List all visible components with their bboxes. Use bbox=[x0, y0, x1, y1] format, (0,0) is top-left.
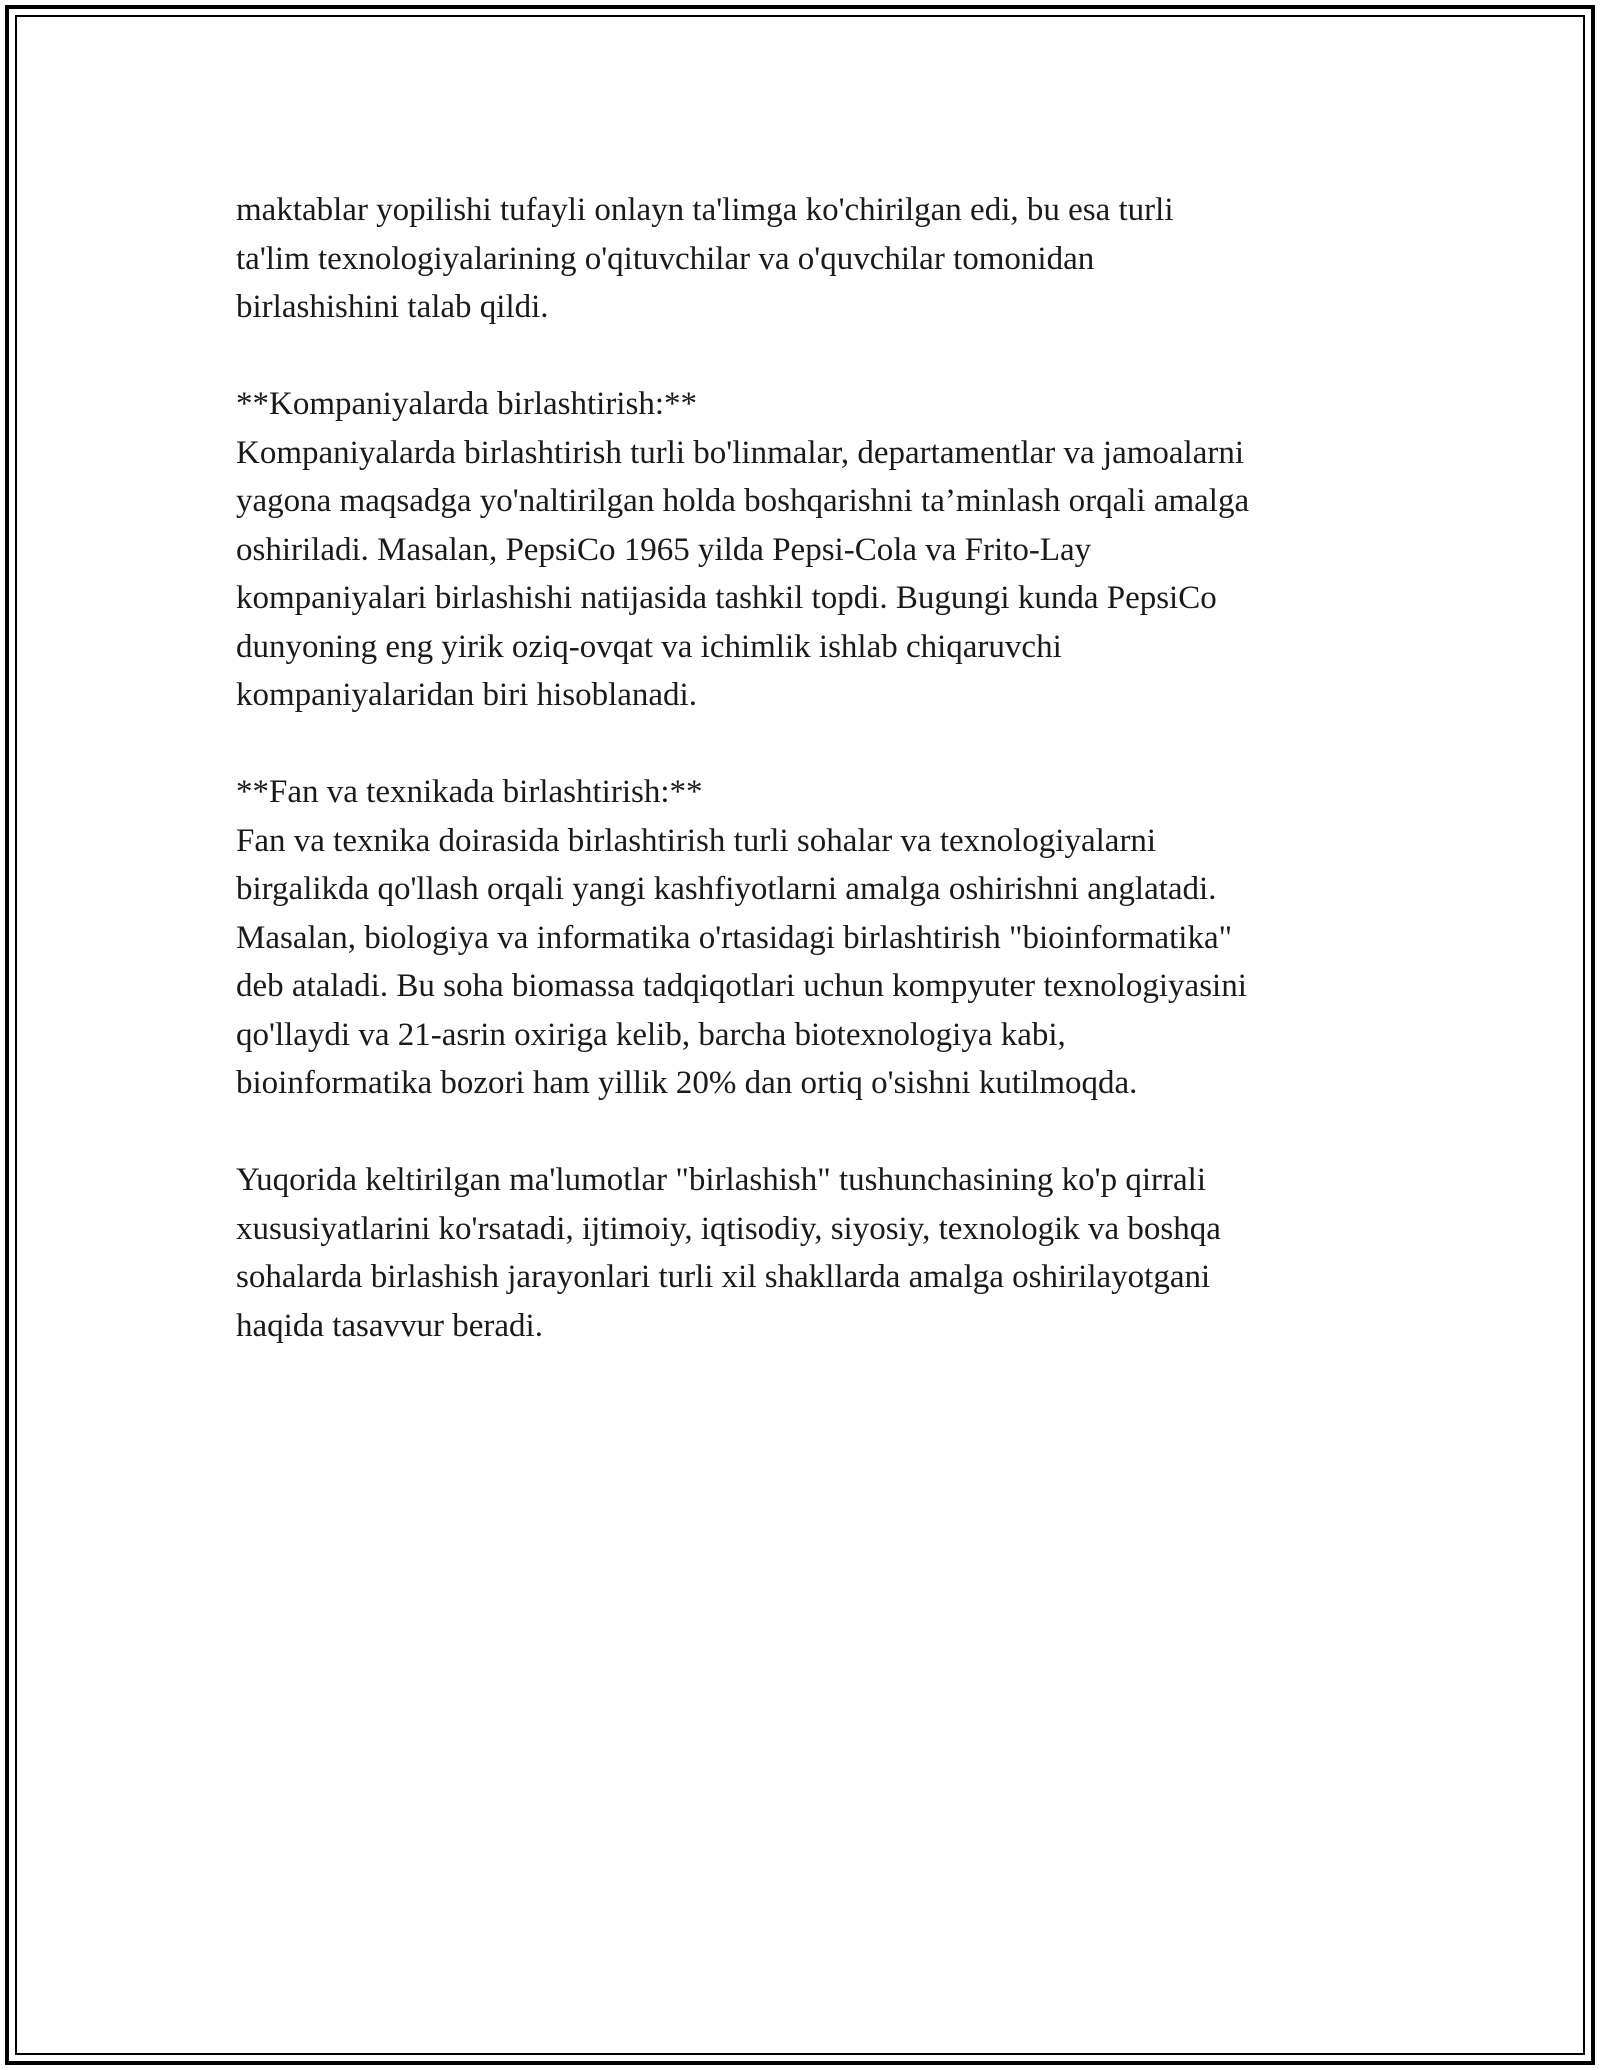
section-heading-science: **Fan va texnikada birlashtirish:** bbox=[236, 774, 703, 810]
text-line: sohalarda birlashish jarayonlari turli xil shakllarda amalga oshirilayotgani bbox=[236, 1259, 1211, 1295]
text-line: ta'lim texnologiyalarining o'qituvchilar va o'quvchilar tomonidan bbox=[236, 240, 1095, 277]
text-line: Masalan, biologiya va informatika o'rtasidagi birlashtirish "bioinformatika" bbox=[236, 919, 1233, 956]
section-heading-companies: **Kompaniyalarda birlashtirish:** bbox=[236, 386, 697, 422]
text-line: Kompaniyalarda birlashtirish turli bo'linmalar, departamentlar va jamoalarni bbox=[236, 434, 1245, 471]
text-line: bioinformatika bozori ham yillik 20% dan ortiq o'sishni kutilmoqda. bbox=[236, 1065, 1138, 1101]
text-line: Fan va texnika doirasida birlashtirish turli sohalar va texnologiyalarni bbox=[236, 822, 1157, 859]
text-line: deb ataladi. Bu soha biomassa tadqiqotlari uchun kompyuter texnologiyasini bbox=[236, 968, 1247, 1004]
text-line: yagona maqsadga yo'naltirilgan holda boshqarishni ta’minlash orqali amalga bbox=[236, 483, 1250, 519]
text-line: birlashishini talab qildi. bbox=[236, 289, 549, 325]
text-line: kompaniyalaridan biri hisoblanadi. bbox=[236, 677, 697, 713]
document-body bbox=[236, 186, 1396, 1350]
text-line: maktablar yopilishi tufayli onlayn ta'limga ko'chirilgan edi, bu esa turli bbox=[236, 192, 1174, 228]
paragraph-spacer bbox=[236, 720, 1396, 769]
paragraph-4 bbox=[236, 1156, 1396, 1350]
text-line: xususiyatlarini ko'rsatadi, ijtimoiy, iqtisodiy, siyosiy, texnologik va boshqa bbox=[236, 1210, 1221, 1247]
paragraph-2 bbox=[236, 429, 1396, 720]
paragraph-spacer bbox=[236, 332, 1396, 381]
text-line: qo'llaydi va 21-asrin oxiriga kelib, barcha biotexnologiya kabi, bbox=[236, 1016, 1066, 1053]
text-line: haqida tasavvur beradi. bbox=[236, 1307, 543, 1344]
paragraph-spacer bbox=[236, 1108, 1396, 1157]
paragraph-3 bbox=[236, 817, 1396, 1108]
text-line: kompaniyalari birlashishi natijasida tashkil topdi. Bugungi kunda PepsiCo bbox=[236, 580, 1217, 616]
paragraph-1 bbox=[236, 186, 1396, 332]
text-line: dunyoning eng yirik oziq-ovqat va ichimlik ishlab chiqaruvchi bbox=[236, 628, 1062, 665]
text-line: Yuqorida keltirilgan ma'lumotlar "birlashish" tushunchasining ko'p qirrali bbox=[236, 1162, 1207, 1198]
text-line: oshiriladi. Masalan, PepsiCo 1965 yilda Pepsi-Cola va Frito-Lay bbox=[236, 531, 1092, 568]
text-line: birgalikda qo'llash orqali yangi kashfiyotlarni amalga oshirishni anglatadi. bbox=[236, 871, 1217, 907]
